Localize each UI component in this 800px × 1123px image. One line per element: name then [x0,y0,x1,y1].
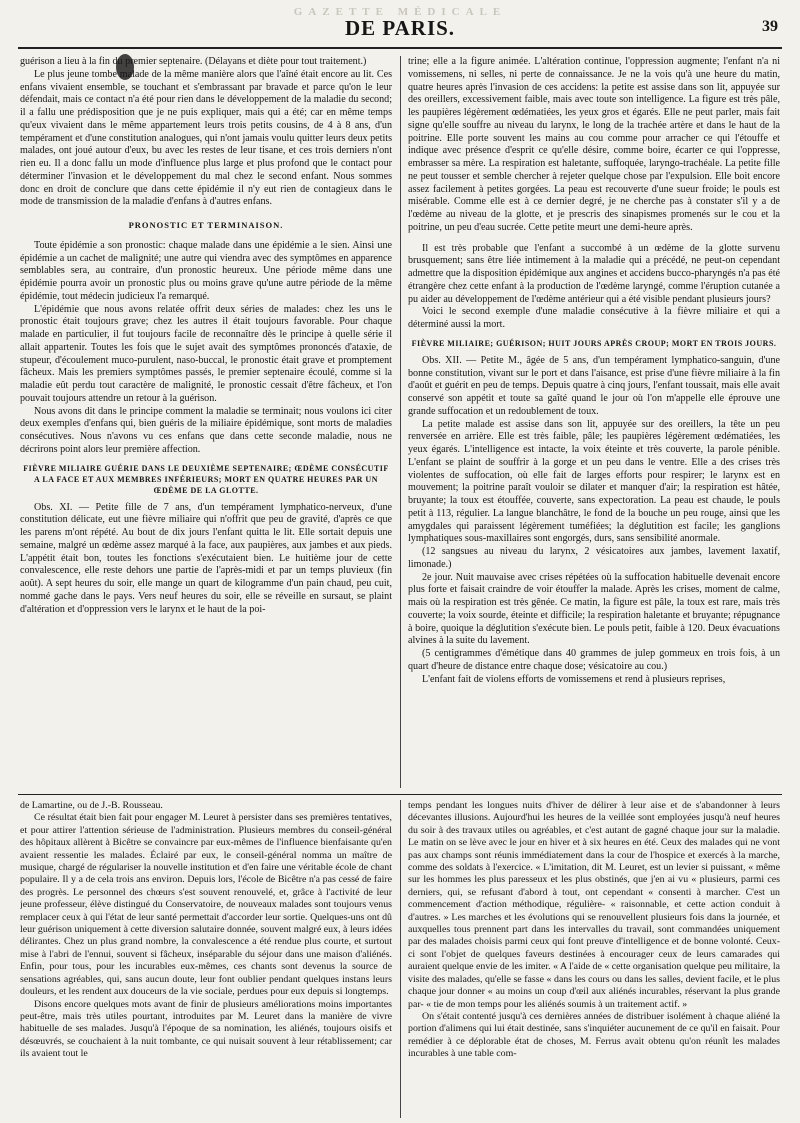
bleed-through-title: GAZETTE MÉDICALE [293,6,507,18]
upper-left-column [20,56,392,788]
case-heading: FIÈVRE MILIAIRE GUÉRIE DANS LE DEUXIÈME SEPTENAIRE; ŒDÈME CONSÉCUTIF A LA FACE ET AUX MEMBRES INFÉRIEURS; MORT EN QUATRE HEURES PAR UN ŒDÈME DE LA GLOTTE. [23,463,389,495]
paragraph: Disons encore quelques mots avant de finir de plusieurs améliorations moins importantes peut-être, mais très utiles pourtant, introduites par M. Leuret dans la manière de vivre habituelle de ses malades. Jusqu'à l'époque de sa nomination, les aliénés, toujours oisifs et désœuvrés, se couchaient à la nuit tombante, ce qui nuisait souvent à leur rétablissement; car ils avaient tout le [20,998,392,1060]
page-header [0,0,800,46]
paragraph: Nous avons dit dans le principe comment la maladie se terminait; nous voulons ici citer deux exemples d'enfans qui, bien guéris de la miliaire épidémique, sont morts de maladies consécutives. Nous n'avons vu ces enfans que dans cette seconde maladie, nous ne décrirons point alors leur première affection. [20,405,392,455]
paragraph: de Lamartine, ou de J.-B. Rousseau. [20,800,163,811]
paragraph: Obs. XII. — Petite M., âgée de 5 ans, d'un tempérament lymphatico-sanguin, d'une bonne constitution, vivant sur le port et dans l'aisance, est prise d'une fièvre miliaire à la fin d'août et guérit en peu de temps. Depuis quatre à cinq jours, l'enfant toussait, mais elle avait conservé son appétit et toute sa gaîté quand le jour où l'on m'appelle elle éprouve une grande suffocation et un redoublement de toux. [408,354,780,417]
paragraph: (12 sangsues au niveau du larynx, 2 vésicatoires aux jambes, lavement laxatif, limonade.) [408,546,780,570]
paragraph: L'enfant fait de violens efforts de vomissemens et rend à plusieurs reprises, [422,673,726,685]
column-divider [400,800,401,1118]
case-heading: FIÈVRE MILIAIRE; GUÉRISON; HUIT JOURS APRÈS CROUP; MORT EN TROIS JOURS. [411,338,777,348]
paragraph: L'épidémie que nous avons relatée offrit deux séries de malades: chez les uns le pronostic était toujours grave; chez les autres il était toujours favorable. Pour chaque malade en particulier, il fut toujours facile de reconnaître dès le principe à quelle série il allait appartenir. Toutes les fois que le sujet avait des symptômes prononcés d'ataxie, de stupeur, d'écoulement muco-purulent, naso-buccal, le pronostic était grave et promptement fâcheux. Mais les premiers symptômes passés, le premier septenaire écoulé, comme si la maladie eût perdu tout caractère de malignité, le pronostic cessait d'être fâcheux, et l'on pouvait toujours attendre un retour à la guérison. [20,303,392,404]
paragraph: temps pendant les longues nuits d'hiver de délirer à leur aise et de s'abandonner à leurs décevantes illusions. Aujourd'hui les heures de la veillée sont employées jusqu'à neuf heures du soir à des travaux utiles ou agréables, et c'est autant de gagné chaque jour sur la maladie. Le matin on se lève avec le jour en hiver et à six heures en été. Ceux des malades qui ne vont pas aux champs sont réunis immédiatement dans la cour de l'hospice et exercés à la marche, comme des soldats à l'exercice. « L'imitation, dit M. Leuret, est un levier si puissant, « même sur les hommes les plus paresseux et les plus obstinés, que j'en ai vu « plusieurs, parmi ces derniers, qui, se refusant d'abord à tout, ont cependant « consenti à marcher. C'est un commencement d'action méthodique, régulière- « raisonnable, et cette action conduit à d'autres. » Les marches et les évolutions qui se renouvellent plusieurs fois dans la journée, et auxquelles tous prennent part dans les intervalles du travail, sont commandées uniquement par des malades choisis parmi ceux qui font preuve d'intelligence et de bonne volonté. Ceux-ci sont l'objet de quelques faveurs destinées à encourager ceux de leurs camarades qui auraient quelque envie de les imiter. « A l'aide de « cette organisation quelque peu militaire, la visite des malades, qu'elle se fasse « dans les cours ou dans les salles, devient facile, et le plus chaque jour donner « au moins un coup d'œil aux aliénés incurables, réservant la plus grande par- « tie de mon temps pour les aliénés soumis à un traitement actif. » [408,800,780,1010]
paragraph: guérison a lieu à la fin du premier septenaire. (Délayans et diète pour tout traitement.) [20,56,367,67]
paragraph: Obs. XI. — Petite fille de 7 ans, d'un tempérament lymphatico-nerveux, d'une constitution délicate, eut une fièvre miliaire qui n'offrit que peu de gravité, d'après ce que les parens m'ont répété. Au bout de dix jours l'enfant quitta le lit. Elle sortait depuis une semaine, malgré un œdème assez marqué à la face, aux paupières, aux jambes et aux pieds. L'appétit était bon, toutes les fonctions s'exécutaient bien. Le huitième jour de cette convalescence, elle reste dehors une partie de l'après-midi et par un temps pluvieux (fin août). A sept heures du soir, elle mange un quart de kilogramme d'un pain chaud, peu cuit, nommé gache dans le pays. Vers neuf heures du soir, elle se réveille en sursaut, se plaint d'altération et d'oppression vers le larynx et le haut de la poi- [20,501,392,615]
column-divider [400,56,401,788]
section-title: PRONOSTIC ET TERMINAISON. [128,220,284,230]
bottom-right-column [408,800,780,1118]
paragraph: Voici le second exemple d'une maladie consécutive à la fièvre miliaire et qui a déterminé aussi la mort. [408,306,780,330]
upper-right-column [408,56,780,788]
feuilleton-rule [18,794,782,795]
header-rule [18,47,782,49]
paragraph: (5 centigrammes d'émétique dans 40 grammes de julep gommeux en trois fois, à un quart d'heure de distance entre chaque dose; vésicatoire au cou.) [408,648,780,672]
paragraph: La petite malade est assise dans son lit, appuyée sur des oreillers, la tête un peu renversée en arrière. Elle est très faible, pâle; les paupières légèrement œdématiées, les yeux égarés. L'intelligence est intacte, la voix éteinte et très couverte, la parole pénible. L'enfant se plaint de souffrir à la gorge et un peu dans le ventre. Elle a des crises très violentes de suffocation, où elle fait de larges efforts pour respirer; le larynx est en mouvement; la poitrine paraît vouloir se dilater et manquer d'air; la respiration est hâtée, bruyante; la toux est étouffée, couverte, sans expectoration. La peau est chaude, le pouls petit à 113, régulier. La langue blanchâtre, le fond de la bouche un peu rouge, ainsi que les amygdales qui paraissent légèrement tuméfiées; la déglutition est facile; les ganglions lymphatiques sous-maxillaires sont engorgés, durs, sans sensibilité anormale. [408,418,780,545]
bottom-left-column [20,800,392,1118]
paragraph: Le plus jeune tombe malade de la même manière alors que l'aîné était encore au lit. Ces enfans vivaient ensemble, se touchant et s'embrassant par bravade et parce qu'on le leur défendait, mais ce contact n'a été pour rien dans le développement de la maladie du second; il a fallu une prédisposition que je ne puis expliquer, mais qui a été; car en même temps qu'eux vivaient dans le même appartement leurs trois petits cousins, de 4 à 8 ans, d'un tempérament et d'une constitution analogues, qui n'ont jamais voulu quitter leurs deux petits malades, ont joué autour d'eux, bu avec les restes de leur tisane, et ces trois derniers n'ont rien eu. Il a donc fallu un mode d'influence plus large et plus profond que le contact pour déterminer l'invasion et le développement du mal chez le second enfant. Nous sommes donc en droit de conclure que dans cette épidémie il n'y eut rien de contagieux dans le mode de transmission de la maladie d'enfans à d'autres enfans. [20,68,392,208]
paragraph: On s'était contenté jusqu'à ces dernières années de distribuer isolément à chaque aliéné la portion d'alimens qui lui était destinée, sans s'inquiéter aucunement de ce qu'il en faisait. Pour remédier à ce déplorable état de choses, M. Ferrus avait obtenu qu'on réunît les malades incurables à une table com- [408,1010,780,1060]
masthead: DE PARIS. [344,16,456,40]
paragraph: Il est très probable que l'enfant a succombé à un œdème de la glotte survenu brusquement; sans être liée intimement à la maladie qui a précédé, ne peut-on cependant admettre que la disposition épidémique aux angines et accidens bucco-pharyngés n'a pas été étrangère chez cette enfant à la production de l'œdème laryngé, comme l'éruption cutanée a pu aider au développement de l'œdème antérieur qui a été visible pendant plusieurs jours? [408,242,780,305]
paragraph: Toute épidémie a son pronostic: chaque malade dans une épidémie a le sien. Ainsi une épidémie a un cachet de malignité; une autre qui viendra avec des symptômes en apparence semblables sera, au contraire, d'un pronostic heureux. Une période même dans une épidémie pourra avoir un pronostic plus ou moins grave qu'une autre période de la même épidémie, tout médecin judicieux l'a remarqué. [20,239,392,302]
page-number: 39 [762,18,778,35]
paragraph: trine; elle a la figure animée. L'altération continue, l'oppression augmente; l'enfant n'a ni vomissemens, ni selles, ni perte de connaissance. Je ne la vois qu'à une heure du matin, quatre heures après l'invasion de ces accidens: la petite est assise dans son lit, appuyée sur des oreillers, excessivement faible, mais avec toute son intelligence. La figure est très pâle, les paupières légèrement œdématiées, les yeux gros et égarés. Elle ne peut parler, mais fait signe qu'elle souffre au niveau du larynx, le long de la trachée artère et dans le haut de la poitrine. Elle porte souvent les mains au cou comme pour arracher ce qui l'étouffe et indique avec présence d'esprit ce qu'elle désire, comme boire, écarter ce qui l'oppresse, embrasser sa mère. La respiration est haletante, suffoquée, laryngo-trachéale. La petite fille ne peut tousser et semble chercher à rejeter quelque chose par l'expulsion. Elle boit encore assez facilement à petites gorgées. La peau est recouverte d'une sueur froide; le pouls est misérable. Comme elle est à ce dernier degré, je ne cherche pas à constater s'il y a de l'œdème au niveau de la glotte, et je prescris des sinapismes promenés sur le cou et la poitrine, un peu d'eau sucrée. Cette petite meurt une demi-heure après. [408,56,780,233]
paragraph: Ce résultat était bien fait pour engager M. Leuret à persister dans ses premières tentatives, et pour attirer l'attention sérieuse de l'administration. Plusieurs membres du conseil-général des hôpitaux allèrent à Bicêtre se convaincre par eux-mêmes de l'influence bienfaisante qu'en avaient ressentie les malades. Éclairé par eux, le conseil-général nomma un maître de musique, chargé de régulariser la nouvelle institution et d'en faire une véritable école de chant populaire. Il y a de cela trois ans environ. Depuis lors, l'école de Bicêtre n'a pas cessé de faire des progrès. Le personnel des chœurs s'est souvent renouvelé, et, grâce à l'activité de leur jeune professeur, élève distingué du Conservatoire, de nouveaux malades sont toujours venus remplacer ceux à qui l'état de leur santé permettait d'accorder leur sortie. Quelques-uns ont dû leur guérison uniquement à cette diversion salutaire donnée, souvent malgré eux, à leurs idées délirantes. Chez un plus grand nombre, la convalescence a été rendue plus courte, et surtout mise à l'abri de l'ennui, souvent si fâcheux, inséparable du séjour dans une maison d'aliénés. Enfin, pour tous, pour les incurables eux-mêmes, ces chants sont devenus la source de sensations agréables, qui, sans aucun doute, leur font oublier pendant quelques instans leurs douleurs, et les rendent aux douceurs de la vie sociale, perdues pour eux depuis si longtemps. [20,812,392,998]
paragraph: 2e jour. Nuit mauvaise avec crises répétées où la suffocation habituelle devenait encore plus forte et faisait craindre de voir étouffer la malade. Après les crises, moment de calme, mais où la respiration est très gênée. Ce matin, la figure est pâle, la toux est rare, mais très couverte; la voix sourde, éteinte et difficile; la respiration haletante et bruyante; répugnance à boire, quoique la déglutition s'exécute bien. Le pouls petit, faible à 120. Deux évacuations alvines à la suite du lavement. [408,571,780,647]
